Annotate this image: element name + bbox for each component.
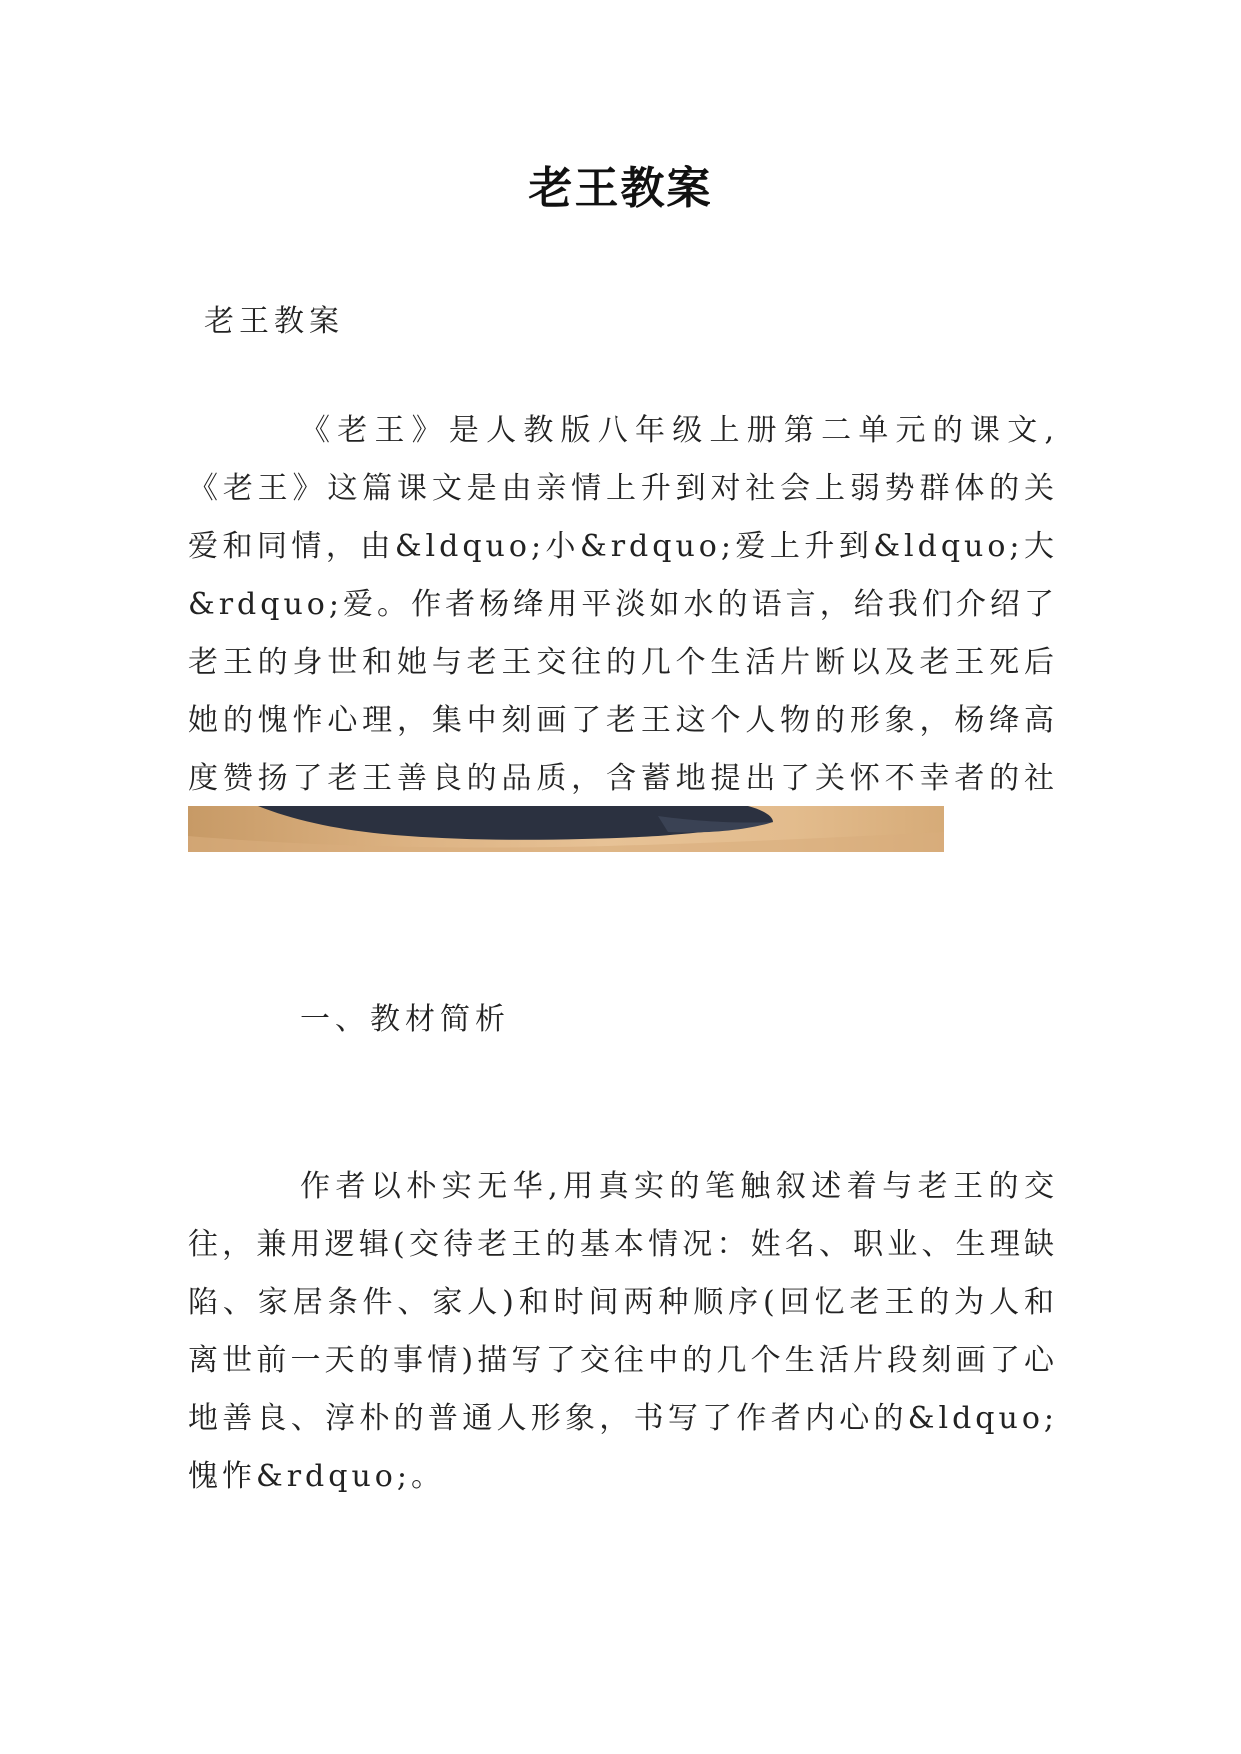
document-subtitle: 老王教案 <box>204 304 344 339</box>
intro-paragraph: 《老王》是人教版八年级上册第二单元的课文,《老王》这篇课文是由亲情上升到对社会上弱势群体的关爱和同情，由&ldquo;小&rdquo;爱上升到&ldquo;大&rdquo;爱。作者杨绛用平淡如水的语言，给我们介绍了老王的身世和她与老王交往的几个生活片断以及老王死后她的愧怍心理，集中刻画了老王这个人物的形象，杨绛高度赞扬了老王善良的品质，含蓄地提出了关怀不幸者的社 <box>188 413 1058 796</box>
document-title: 老王教案 <box>528 163 713 214</box>
section-heading: 一、教材简析 <box>300 1002 510 1037</box>
cropped-photo-strip <box>188 806 944 852</box>
analysis-paragraph: 作者以朴实无华,用真实的笔触叙述着与老王的交往，兼用逻辑(交待老王的基本情况：姓名、职业、生理缺陷、家居条件、家人)和时间两种顺序(回忆老王的为人和离世前一天的事情)描写了交往中的几个生活片段刻画了心地善良、淳朴的普通人形象，书写了作者内心的&ldquo;愧怍&rdquo;。 <box>188 1169 1058 1494</box>
photo-strip-graphic <box>188 806 944 852</box>
